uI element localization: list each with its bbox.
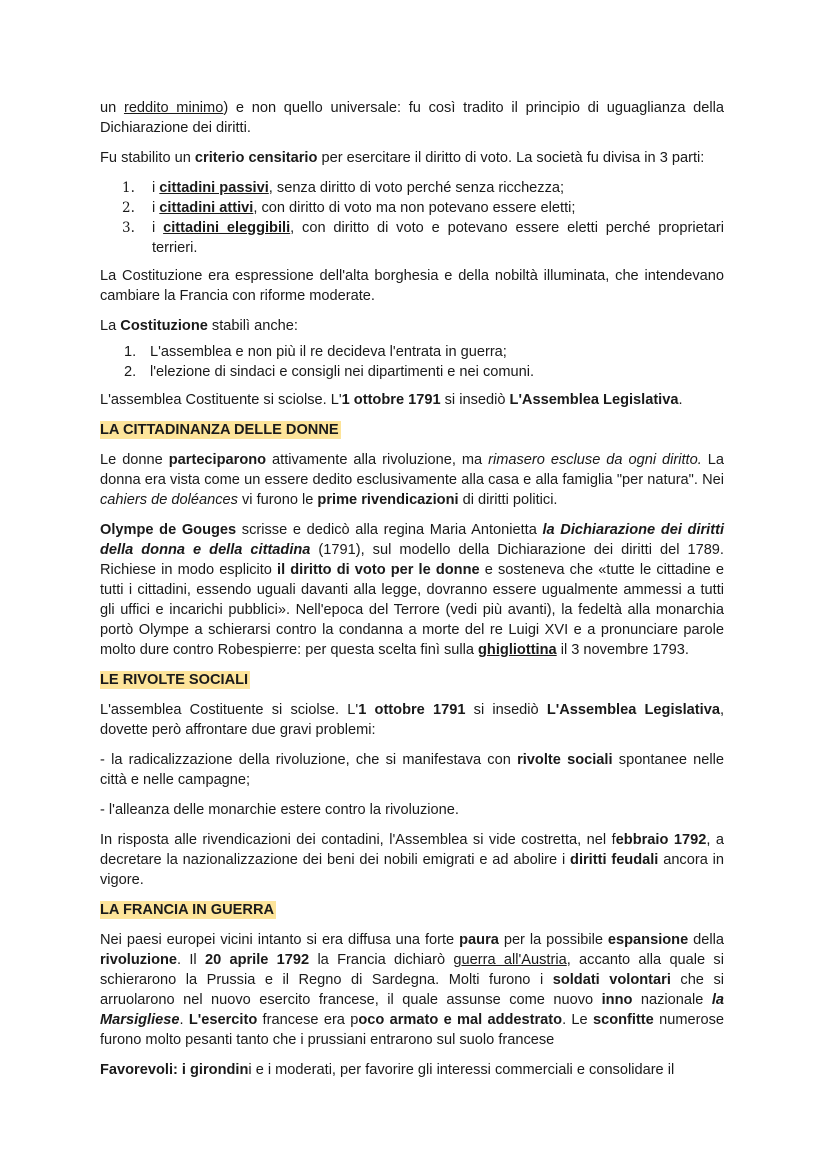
section-heading: LA CITTADINANZA DELLE DONNE — [100, 422, 339, 438]
paragraph: La Costituzione stabilì anche: — [100, 318, 298, 334]
dash-item: - l'alleanza delle monarchie estere contro la rivoluzione. — [100, 802, 459, 818]
list-item: 1. L'assemblea e non più il re decideva l'entrata in guerra; — [124, 344, 507, 360]
list-item: 2. i cittadini attivi, con diritto di voto ma non potevano essere eletti; — [122, 200, 576, 216]
list-item: 1. i cittadini passivi, senza diritto di voto perché senza ricchezza; — [122, 180, 565, 196]
section-heading: LA FRANCIA IN GUERRA — [100, 902, 275, 918]
list-item: 2. l'elezione di sindaci e consigli nei dipartimenti e nei comuni. — [124, 364, 535, 380]
paragraph: La Costituzione era espressione dell'alta borghesia e della nobiltà illuminata, che intendevano cambiare la Francia con riforme moderate. — [100, 268, 724, 304]
paragraph: Fu stabilito un criterio censitario per esercitare il diritto di voto. La società fu divisa in 3 parti: — [100, 150, 705, 166]
paragraph: In risposta alle rivendicazioni dei contadini, l'Assemblea si vide costretta, nel febbraio 1792, a decretare la nazionalizzazione dei beni dei nobili emigrati e ad abolire i diritti feudali ancora in vigore. — [100, 832, 725, 888]
establish-list — [100, 342, 724, 382]
section-heading: LE RIVOLTE SOCIALI — [100, 672, 249, 688]
paragraph: Le donne parteciparono attivamente alla rivoluzione, ma rimasero escluse da ogni diritto. La donna era vista come un essere dedito esclusivamente alla casa e alla famiglia "per natura". Nei cahiers de doléances vi furono le prime rivendicazioni di diritti politici. — [100, 452, 724, 508]
link-reddito-minimo[interactable]: reddito minimo — [123, 100, 224, 116]
classes-list — [100, 178, 724, 258]
list-item: 3. i cittadini eleggibili, con diritto di voto e potevano essere eletti perché proprietari terrieri. — [122, 220, 724, 256]
paragraph: L'assemblea Costituente si sciolse. L'1 ottobre 1791 si insediò L'Assemblea Legislativa, dovette però affrontare due gravi problemi: — [100, 702, 725, 738]
paragraph: Nei paesi europei vicini intanto si era diffusa una forte paura per la possibile espansione della rivoluzione. Il 20 aprile 1792 la Francia dichiarò guerra all'Austria, accanto alla quale si schierarono la Prussia e il Regno di Sardegna. Molti furono i soldati volontari che si arruolarono nel nuovo esercito francese, il quale assunse come nuovo inno nazionale la Marsigliese. L'esercito francese era poco armato e mal addestrato. Le sconfitte numerose furono molto pesanti tanto che i prussiani entrarono sul suolo francese — [100, 932, 724, 1048]
paragraph: un reddito minimo) e non quello universale: fu così tradito il principio di uguaglianza della Dichiarazione dei diritti. — [100, 100, 724, 136]
paragraph: Favorevoli: i girondini e i moderati, per favorire gli interessi commerciali e consolidare il — [100, 1062, 675, 1078]
dash-item: - la radicalizzazione della rivoluzione, che si manifestava con rivolte sociali spontanee nelle città e nelle campagne; — [100, 752, 725, 788]
paragraph: L'assemblea Costituente si sciolse. L'1 ottobre 1791 si insediò L'Assemblea Legislativa. — [100, 392, 683, 408]
paragraph: Olympe de Gouges scrisse e dedicò alla regina Maria Antonietta la Dichiarazione dei diritti della donna e della cittadina (1791), sul modello della Dichiarazione dei diritti del 1789. Richiese in modo esplicito il diritto di voto per le donne e sosteneva che «tutte le cittadine e tutti i cittadini, essendo uguali davanti alla legge, dovranno essere ugualmente ammessi a tutti gli uffici e incarichi pubblici». Nell'epoca del Terrore (vedi più avanti), la fedeltà alla monarchia portò Olympe a schierarsi contro la condanna a morte del re Luigi XVI e a pronunciare parole molto dure contro Robespierre: per questa scelta finì sulla ghigliottina il 3 novembre 1793. — [100, 522, 725, 658]
document-body — [100, 98, 724, 1090]
